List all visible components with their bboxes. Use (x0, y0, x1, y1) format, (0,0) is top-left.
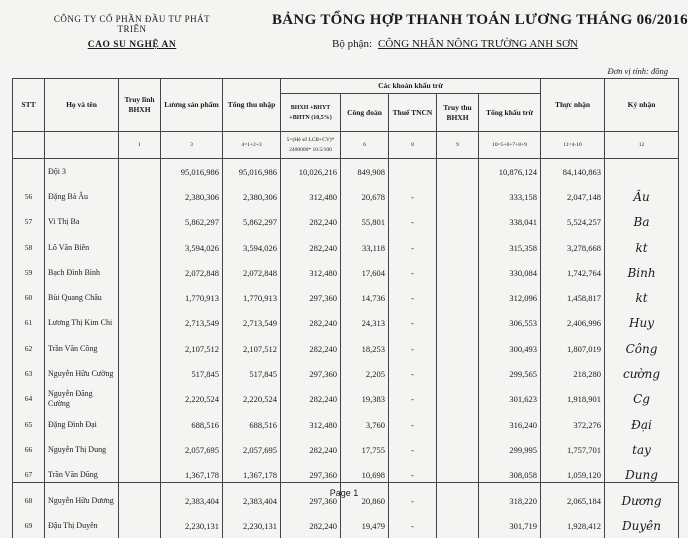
group-truy-thu (437, 159, 479, 185)
row-truy-thu (437, 387, 479, 412)
row-tong: 5,862,297 (223, 210, 281, 235)
row-truy-thu (437, 361, 479, 386)
table-row (13, 437, 679, 462)
row-name: Bạch Đình Bình (45, 260, 119, 285)
row-thue: - (389, 437, 437, 462)
row-tong-khau-tru: 299,565 (479, 361, 541, 386)
row-name: Vi Thị Ba (45, 210, 119, 235)
row-signature: kt (605, 235, 679, 260)
row-stt: 56 (13, 184, 45, 209)
row-bhxh: 312,480 (281, 260, 341, 285)
row-thue: - (389, 210, 437, 235)
row-bhxh: 282,240 (281, 210, 341, 235)
row-stt: 63 (13, 361, 45, 386)
row-stt: 61 (13, 311, 45, 336)
row-cong-doan: 10,698 (341, 463, 389, 488)
row-cong-doan: 20,678 (341, 184, 389, 209)
row-stt: 62 (13, 336, 45, 361)
row-truy-linh (119, 184, 161, 209)
row-tong-khau-tru: 316,240 (479, 412, 541, 437)
table-row (13, 412, 679, 437)
row-tong: 1,367,178 (223, 463, 281, 488)
row-cong-doan: 18,253 (341, 336, 389, 361)
header-thuc-nhan: Thực nhận (541, 79, 605, 132)
row-tong-khau-tru: 299,995 (479, 437, 541, 462)
row-cong-doan: 17,755 (341, 437, 389, 462)
row-signature: Huy (605, 311, 679, 336)
row-signature: Duyên (605, 513, 679, 538)
row-name: Nguyễn Đăng Cường (45, 387, 119, 412)
row-tong-khau-tru: 308,058 (479, 463, 541, 488)
row-tong-khau-tru: 333,158 (479, 184, 541, 209)
row-stt: 69 (13, 513, 45, 538)
row-thuc-nhan: 1,059,120 (541, 463, 605, 488)
row-tong: 2,383,404 (223, 488, 281, 513)
row-cong-doan: 3,760 (341, 412, 389, 437)
header-cong-doan: Công đoàn (341, 94, 389, 132)
row-cong-doan: 33,118 (341, 235, 389, 260)
colnum-name (45, 132, 119, 159)
row-cong-doan: 24,313 (341, 311, 389, 336)
header-luong-sp: Lương sản phẩm (161, 79, 223, 132)
row-luong-sp: 1,770,913 (161, 285, 223, 310)
row-thuc-nhan: 1,458,817 (541, 285, 605, 310)
row-signature: Dương (605, 488, 679, 513)
colnum-luong-sp: 3 (161, 132, 223, 159)
row-bhxh: 297,360 (281, 361, 341, 386)
table-row (13, 260, 679, 285)
row-cong-doan: 19,383 (341, 387, 389, 412)
row-luong-sp: 2,230,131 (161, 513, 223, 538)
row-thuc-nhan: 372,276 (541, 412, 605, 437)
row-truy-thu (437, 285, 479, 310)
table-row (13, 235, 679, 260)
row-tong: 688,516 (223, 412, 281, 437)
row-tong-khau-tru: 318,220 (479, 488, 541, 513)
row-tong: 2,220,524 (223, 387, 281, 412)
row-name: Nguyễn Hữu Cường (45, 361, 119, 386)
row-signature: Âu (605, 184, 679, 209)
header-ky-nhan: Ký nhận (605, 79, 679, 132)
row-bhxh: 282,240 (281, 336, 341, 361)
row-bhxh: 312,480 (281, 184, 341, 209)
table-row (13, 210, 679, 235)
row-truy-thu (437, 463, 479, 488)
row-bhxh: 297,360 (281, 285, 341, 310)
row-stt: 65 (13, 412, 45, 437)
page-footer: Page 1 (0, 488, 688, 498)
row-name: Nguyễn Thị Dung (45, 437, 119, 462)
row-thue: - (389, 184, 437, 209)
row-cong-doan: 20,860 (341, 488, 389, 513)
row-name: Đặng Đình Đại (45, 412, 119, 437)
row-stt: 68 (13, 488, 45, 513)
row-thuc-nhan: 2,047,148 (541, 184, 605, 209)
row-bhxh: 282,240 (281, 235, 341, 260)
group-tong-khau-tru: 10,876,124 (479, 159, 541, 185)
row-tong-khau-tru: 301,623 (479, 387, 541, 412)
row-cong-doan: 2,205 (341, 361, 389, 386)
row-thuc-nhan: 3,278,668 (541, 235, 605, 260)
colnum-truy-linh: 1 (119, 132, 161, 159)
row-luong-sp: 2,072,848 (161, 260, 223, 285)
group-thue (389, 159, 437, 185)
row-cong-doan: 17,604 (341, 260, 389, 285)
row-luong-sp: 1,367,178 (161, 463, 223, 488)
row-bhxh: 297,360 (281, 488, 341, 513)
row-thue: - (389, 412, 437, 437)
row-tong: 2,380,306 (223, 184, 281, 209)
row-truy-linh (119, 361, 161, 386)
row-name: Lô Văn Biên (45, 235, 119, 260)
row-signature: Dung (605, 463, 679, 488)
table-row (13, 285, 679, 310)
row-luong-sp: 2,713,549 (161, 311, 223, 336)
colnum-cong-doan: 6 (341, 132, 389, 159)
row-tong: 2,057,695 (223, 437, 281, 462)
group-bhxh: 10,026,216 (281, 159, 341, 185)
row-thuc-nhan: 1,807,019 (541, 336, 605, 361)
row-luong-sp: 3,594,026 (161, 235, 223, 260)
row-truy-thu (437, 235, 479, 260)
row-truy-thu (437, 513, 479, 538)
row-cong-doan: 19,479 (341, 513, 389, 538)
table-row (13, 387, 679, 412)
table-row (13, 336, 679, 361)
colnum-thuc-nhan: 11=4-10 (541, 132, 605, 159)
row-thue: - (389, 285, 437, 310)
table-row (13, 513, 679, 538)
row-tong-khau-tru: 306,553 (479, 311, 541, 336)
row-thue: - (389, 488, 437, 513)
row-truy-thu (437, 260, 479, 285)
row-thue: - (389, 311, 437, 336)
row-signature: Đại (605, 412, 679, 437)
row-thuc-nhan: 1,757,701 (541, 437, 605, 462)
row-thue: - (389, 463, 437, 488)
row-luong-sp: 2,057,695 (161, 437, 223, 462)
row-bhxh: 312,480 (281, 412, 341, 437)
row-truy-linh (119, 210, 161, 235)
table-row (13, 463, 679, 488)
table-row (13, 361, 679, 386)
row-thuc-nhan: 1,928,412 (541, 513, 605, 538)
row-tong: 3,594,026 (223, 235, 281, 260)
department-value: CÔNG NHÂN NÔNG TRƯỜNG ANH SƠN (378, 38, 578, 50)
row-cong-doan: 14,736 (341, 285, 389, 310)
row-tong-khau-tru: 330,084 (479, 260, 541, 285)
row-thuc-nhan: 218,280 (541, 361, 605, 386)
row-bhxh: 297,360 (281, 463, 341, 488)
header-tong-khau-tru: Tổng khấu trừ (479, 94, 541, 132)
company-line-2: CAO SU NGHỆ AN (42, 40, 222, 50)
group-truy-linh (119, 159, 161, 185)
row-thue: - (389, 513, 437, 538)
row-truy-linh (119, 285, 161, 310)
row-thue: - (389, 235, 437, 260)
row-truy-linh (119, 463, 161, 488)
header-name: Họ và tên (45, 79, 119, 132)
row-luong-sp: 5,862,297 (161, 210, 223, 235)
header-stt: STT (13, 79, 45, 132)
company-header (42, 14, 222, 50)
row-truy-linh (119, 260, 161, 285)
payroll-table (12, 78, 679, 538)
row-stt: 58 (13, 235, 45, 260)
row-signature: Công (605, 336, 679, 361)
row-luong-sp: 688,516 (161, 412, 223, 437)
row-name: Đậu Thị Duyên (45, 513, 119, 538)
row-thue: - (389, 361, 437, 386)
row-name: Bùi Quang Châu (45, 285, 119, 310)
row-truy-linh (119, 513, 161, 538)
row-stt: 59 (13, 260, 45, 285)
row-bhxh: 282,240 (281, 437, 341, 462)
row-luong-sp: 517,845 (161, 361, 223, 386)
header-truy-linh: Truy lĩnh BHXH (119, 79, 161, 132)
group-label: Đội 3 (45, 159, 119, 185)
row-name: Nguyễn Hữu Dương (45, 488, 119, 513)
department (332, 38, 578, 50)
row-signature: Cg (605, 387, 679, 412)
row-thuc-nhan: 5,524,257 (541, 210, 605, 235)
row-tong-khau-tru: 338,041 (479, 210, 541, 235)
row-truy-thu (437, 184, 479, 209)
row-tong: 1,770,913 (223, 285, 281, 310)
row-thuc-nhan: 2,406,996 (541, 311, 605, 336)
row-tong: 2,713,549 (223, 311, 281, 336)
header-bhxh: BHXH +BHYT +BHTN (10,5%) (281, 94, 341, 132)
page-bottom-rule (12, 482, 678, 483)
row-luong-sp: 2,383,404 (161, 488, 223, 513)
row-luong-sp: 2,380,306 (161, 184, 223, 209)
colnum-bhxh: 5=(Hệ số LCB+CV)* 2400000* 10.5/100 (281, 132, 341, 159)
row-truy-linh (119, 311, 161, 336)
row-luong-sp: 2,107,512 (161, 336, 223, 361)
row-tong: 517,845 (223, 361, 281, 386)
row-tong: 2,072,848 (223, 260, 281, 285)
row-name: Trần Văn Công (45, 336, 119, 361)
table-row (13, 311, 679, 336)
colnum-tong-khau-tru: 10=5+6+7+8+9 (479, 132, 541, 159)
group-luong-sp: 95,016,986 (161, 159, 223, 185)
row-stt: 64 (13, 387, 45, 412)
company-line-1: CÔNG TY CỔ PHẦN ĐẦU TƯ PHÁT TRIỂN (42, 14, 222, 34)
group-row (13, 159, 679, 185)
row-thue: - (389, 336, 437, 361)
row-truy-thu (437, 412, 479, 437)
row-truy-thu (437, 210, 479, 235)
row-tong: 2,230,131 (223, 513, 281, 538)
header-truy-thu: Truy thu BHXH (437, 94, 479, 132)
row-thuc-nhan: 2,065,184 (541, 488, 605, 513)
colnum-thue: 8 (389, 132, 437, 159)
row-truy-thu (437, 311, 479, 336)
row-luong-sp: 2,220,524 (161, 387, 223, 412)
header-tong-thu-nhap: Tổng thu nhập (223, 79, 281, 132)
row-name: Đặng Bá Âu (45, 184, 119, 209)
colnum-tong: 4=1+2+3 (223, 132, 281, 159)
group-cong-doan: 849,908 (341, 159, 389, 185)
row-signature: cường (605, 361, 679, 386)
row-stt: 60 (13, 285, 45, 310)
group-signature (605, 159, 679, 185)
row-tong: 2,107,512 (223, 336, 281, 361)
header-deductions: Các khoản khấu trừ (281, 79, 541, 94)
row-stt: 67 (13, 463, 45, 488)
row-name: Trần Văn Dũng (45, 463, 119, 488)
row-thue: - (389, 260, 437, 285)
row-bhxh: 282,240 (281, 513, 341, 538)
row-truy-linh (119, 387, 161, 412)
row-name: Lương Thị Kim Chi (45, 311, 119, 336)
row-truy-thu (437, 336, 479, 361)
row-signature: Ba (605, 210, 679, 235)
row-signature: kt (605, 285, 679, 310)
row-thuc-nhan: 1,918,901 (541, 387, 605, 412)
row-truy-linh (119, 412, 161, 437)
row-truy-linh (119, 336, 161, 361)
row-cong-doan: 55,801 (341, 210, 389, 235)
colnum-ky: 12 (605, 132, 679, 159)
header-thue: Thuế TNCN (389, 94, 437, 132)
row-truy-linh (119, 235, 161, 260)
group-stt (13, 159, 45, 185)
department-label: Bộ phận: (332, 38, 372, 50)
row-stt: 57 (13, 210, 45, 235)
group-thuc-nhan: 84,140,863 (541, 159, 605, 185)
group-tong: 95,016,986 (223, 159, 281, 185)
row-bhxh: 282,240 (281, 387, 341, 412)
currency-unit: Đơn vị tính: đồng (608, 66, 669, 76)
document-title: BẢNG TỔNG HỢP THANH TOÁN LƯƠNG THÁNG 06/2016 (272, 12, 688, 29)
row-truy-thu (437, 437, 479, 462)
row-stt: 66 (13, 437, 45, 462)
row-thue: - (389, 387, 437, 412)
table-row (13, 184, 679, 209)
row-bhxh: 282,240 (281, 311, 341, 336)
row-signature: Binh (605, 260, 679, 285)
row-tong-khau-tru: 312,096 (479, 285, 541, 310)
colnum-stt (13, 132, 45, 159)
row-signature: tay (605, 437, 679, 462)
row-truy-linh (119, 437, 161, 462)
row-tong-khau-tru: 300,493 (479, 336, 541, 361)
row-thuc-nhan: 1,742,764 (541, 260, 605, 285)
row-tong-khau-tru: 315,358 (479, 235, 541, 260)
row-tong-khau-tru: 301,719 (479, 513, 541, 538)
colnum-truy-thu: 9 (437, 132, 479, 159)
